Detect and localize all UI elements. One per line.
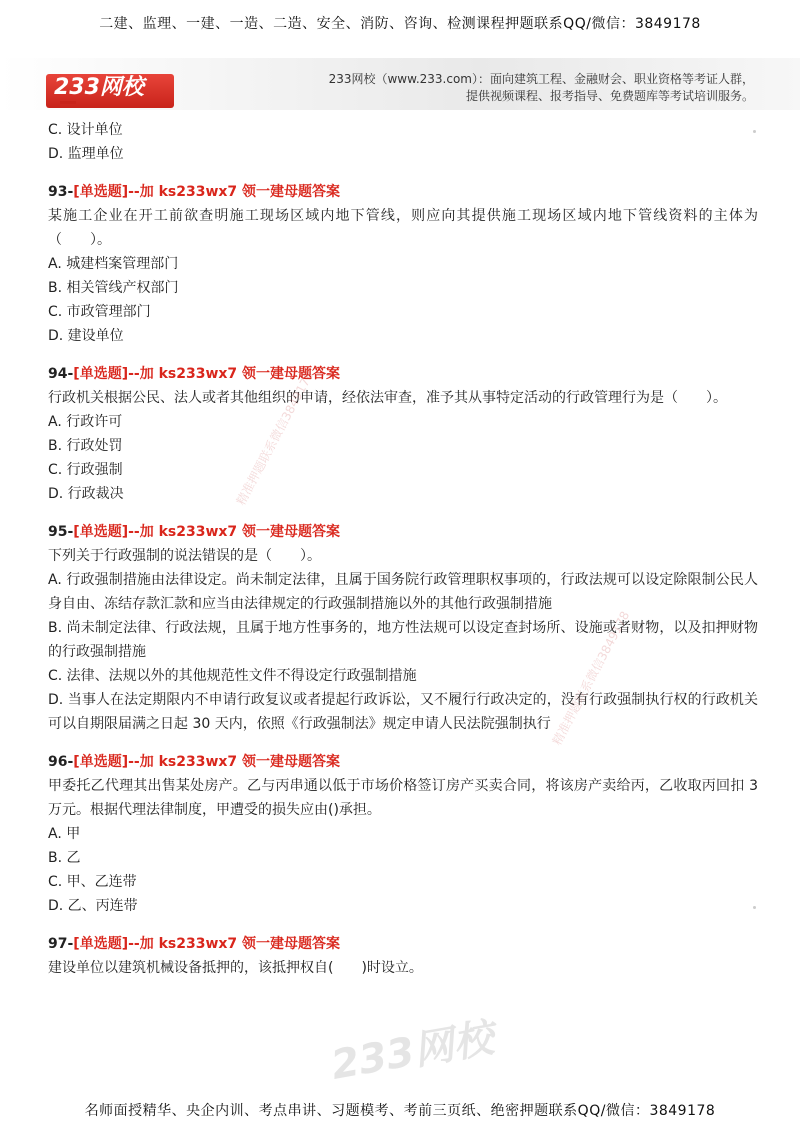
option-c: C. 市政管理部门 [48,304,151,320]
question-stem: 行政机关根据公民、法人或者其他组织的申请，经依法审查，准予其从事特定活动的行政管理行为是（ ）。 [48,390,727,406]
brand-watermark: 233网校 [327,1015,497,1089]
option-c: C. 甲、乙连带 [48,874,137,890]
option-b: B. 尚未制定法律、行政法规，且属于地方性事务的，地方性法规可以设定查封场所、设施或者财物，以及扣押财物的行政强制措施 [48,620,758,660]
option-d: D. 建设单位 [48,328,124,344]
question-tag[interactable]: [单选题]--加 ks233wx7 领一建母题答案 [73,184,341,200]
option-a: A. 城建档案管理部门 [48,256,179,272]
header-info-line2: 提供视频课程、报考指导、免费题库等考试培训服务。 [465,89,754,103]
question-96 [48,750,758,918]
previous-question-options [48,118,758,166]
diagonal-watermark: 精准押题联系微信3849178 [549,608,633,748]
option: D. 监理单位 [48,146,124,162]
bottom-contact-banner: 名师面授精华、央企内训、考点串讲、习题模考、考前三页纸、绝密押题联系QQ/微信：3849178 [84,1103,716,1119]
question-tag[interactable]: [单选题]--加 ks233wx7 领一建母题答案 [73,936,341,952]
option-d: D. 当事人在法定期限内不申请行政复议或者提起行政诉讼，又不履行行政决定的，没有行政强制执行权的行政机关可以自期限届满之日起 30 天内，依照《行政强制法》规定申请人民法院强制执行 [48,692,758,732]
question-94 [48,362,758,506]
option-b: B. 相关管线产权部门 [48,280,179,296]
top-contact-banner: 二建、监理、一建、一造、二造、安全、消防、咨询、检测课程押题联系QQ/微信：3849178 [99,16,701,32]
question-tag[interactable]: [单选题]--加 ks233wx7 领一建母题答案 [73,366,341,382]
question-93 [48,180,758,348]
header-info-line1: 233网校（www.233.com）：面向建筑工程、金融财会、职业资格等考证人群， [328,72,754,86]
question-95 [48,520,758,736]
header-description [329,71,754,105]
option-a: A. 行政许可 [48,414,123,430]
option-b: B. 行政处罚 [48,438,123,454]
option-d: D. 乙、丙连带 [48,898,138,914]
option-a: A. 甲 [48,826,81,842]
option: C. 设计单位 [48,122,123,138]
question-stem: 某施工企业在开工前欲查明施工现场区域内地下管线，则应向其提供施工现场区域内地下管线资料的主体为（ ）。 [48,208,758,248]
question-title [48,750,758,774]
question-title [48,520,758,544]
logo-underline [60,101,76,104]
question-title [48,932,758,956]
option-d: D. 行政裁决 [48,486,124,502]
question-number: 93- [48,184,74,200]
question-tag[interactable]: [单选题]--加 ks233wx7 领一建母题答案 [73,754,341,770]
question-content [48,118,758,980]
option-c: C. 法律、法规以外的其他规范性文件不得设定行政强制措施 [48,668,417,684]
question-number: 94- [48,366,74,382]
question-title [48,180,758,204]
page-header [0,58,800,110]
question-stem: 甲委托乙代理其出售某处房产。乙与丙串通以低于市场价格签订房产买卖合同，将该房产卖给丙，乙收取丙回扣 3 万元。根据代理法律制度，甲遭受的损失应由()承担。 [48,778,758,818]
logo-text: 233网校 [54,75,144,100]
option-c: C. 行政强制 [48,462,123,478]
question-number: 96- [48,754,74,770]
question-number: 95- [48,524,74,540]
question-title [48,362,758,386]
option-a: A. 行政强制措施由法律设定。尚未制定法律，且属于国务院行政管理职权事项的，行政法规可以设定除限制公民人身自由、冻结存款汇款和应当由法律规定的行政强制措施以外的其他行政强制措施 [48,572,758,612]
question-stem: 建设单位以建筑机械设备抵押的，该抵押权自( )时设立。 [48,960,423,976]
option-b: B. 乙 [48,850,81,866]
question-stem: 下列关于行政强制的说法错误的是（ ）。 [48,548,321,564]
question-97 [48,932,758,980]
question-number: 97- [48,936,74,952]
diagonal-watermark: 精准押题联系微信3849178 [233,368,317,508]
question-tag[interactable]: [单选题]--加 ks233wx7 领一建母题答案 [73,524,341,540]
